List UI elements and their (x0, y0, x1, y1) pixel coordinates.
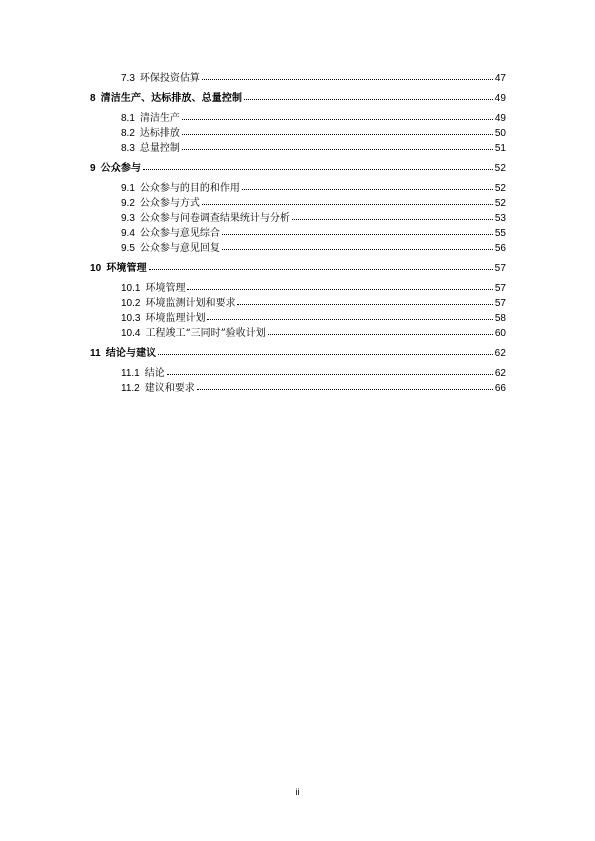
toc-entry-number: 8 (90, 93, 96, 104)
toc-entry-page: 49 (494, 113, 506, 124)
toc-entry-10-4[interactable] (121, 326, 506, 341)
toc-entry-9-5[interactable] (121, 241, 506, 256)
toc-dot-leader (187, 281, 492, 290)
toc-dot-leader (197, 381, 493, 390)
toc-entry-page: 57 (494, 298, 506, 309)
toc-entry-number: 7.3 (121, 73, 135, 84)
toc-entry-number: 10 (90, 263, 102, 274)
toc-entry-page: 57 (494, 283, 506, 294)
toc-dot-leader (158, 346, 492, 355)
toc-entry-8-1[interactable] (121, 111, 506, 126)
toc-entry-page: 53 (494, 213, 506, 224)
toc-entry-title: 公众参与 (100, 163, 142, 174)
toc-entry-7-3[interactable] (121, 71, 506, 86)
toc-entry-10-2[interactable] (121, 296, 506, 311)
toc-entry-number: 9 (90, 163, 96, 174)
toc-entry-title: 环境管理 (145, 283, 186, 294)
toc-entry-title: 环保投资估算 (139, 73, 200, 84)
toc-entry-8-3[interactable] (121, 141, 506, 156)
toc-entry-number: 9.5 (121, 243, 135, 254)
toc-entry-page: 52 (494, 183, 506, 194)
toc-entry-title: 公众参与方式 (139, 198, 200, 209)
toc-dot-leader (149, 261, 493, 270)
toc-entry-number: 9.1 (121, 183, 135, 194)
toc-entry-title: 总量控制 (139, 143, 180, 154)
toc-entry-number: 11.1 (121, 368, 140, 379)
toc-entry-title: 公众参与意见综合 (139, 228, 220, 239)
toc-entry-page: 51 (494, 143, 506, 154)
toc-entry-10-1[interactable] (121, 281, 506, 296)
toc-entry-number: 9.2 (121, 198, 135, 209)
toc-entry-title: 公众参与问卷调查结果统计与分析 (139, 213, 290, 224)
toc-dot-leader (207, 311, 492, 320)
toc-entry-page: 62 (494, 368, 506, 379)
toc-entry-page: 58 (494, 313, 506, 324)
toc-entry-title: 建议和要求 (144, 383, 195, 394)
toc-entry-10-3[interactable] (121, 311, 506, 326)
toc-entry-9-3[interactable] (121, 211, 506, 226)
toc-entry-11-2[interactable] (121, 381, 506, 396)
toc-entry-page: 50 (494, 128, 506, 139)
toc-entry-page: 66 (494, 383, 506, 394)
toc-entry-number: 10.2 (121, 298, 141, 309)
toc-entry-page: 52 (494, 198, 506, 209)
toc-dot-leader (222, 226, 493, 235)
toc-entry-page: 49 (494, 93, 506, 104)
toc-entry-9[interactable] (90, 161, 506, 176)
page-footer (0, 786, 595, 798)
toc-entry-number: 11 (90, 348, 101, 359)
toc-entry-page: 62 (494, 348, 506, 359)
toc-entry-title: 环境管理 (106, 263, 147, 274)
toc-dot-leader (268, 326, 493, 335)
toc-entry-title: 环境监理计划 (145, 313, 206, 324)
toc-dot-leader (167, 366, 493, 375)
toc-entry-number: 8.2 (121, 128, 135, 139)
toc-entry-title: 达标排放 (139, 128, 180, 139)
toc-entry-number: 9.4 (121, 228, 135, 239)
toc-dot-leader (202, 71, 493, 80)
toc-dot-leader (182, 111, 493, 120)
toc-dot-leader (237, 296, 492, 305)
toc-entry-10[interactable] (90, 261, 506, 276)
toc-entry-title: 清洁生产 (139, 113, 180, 124)
toc-entry-page: 47 (494, 73, 506, 84)
toc-entry-number: 8.3 (121, 143, 135, 154)
toc-dot-leader (292, 211, 493, 220)
toc-entry-page: 52 (494, 163, 506, 174)
toc-entry-11-1[interactable] (121, 366, 506, 381)
toc-dot-leader (222, 241, 493, 250)
page-number: ii (295, 787, 300, 797)
toc-dot-leader (244, 91, 493, 100)
toc-entry-8[interactable] (90, 91, 506, 106)
toc-entry-9-4[interactable] (121, 226, 506, 241)
toc-entry-page: 57 (494, 263, 506, 274)
toc-dot-leader (202, 196, 493, 205)
toc-entry-9-1[interactable] (121, 181, 506, 196)
toc-entry-number: 9.3 (121, 213, 135, 224)
toc-entry-page: 60 (494, 328, 506, 339)
toc-entry-number: 10.3 (121, 313, 141, 324)
toc-entry-title: 工程竣工“三同时”验收计划 (145, 328, 266, 339)
toc-entry-9-2[interactable] (121, 196, 506, 211)
toc-entry-number: 8.1 (121, 113, 135, 124)
toc-entry-number: 10.4 (121, 328, 141, 339)
toc-dot-leader (143, 161, 493, 170)
toc-entry-title: 公众参与的目的和作用 (139, 183, 240, 194)
toc-entry-title: 清洁生产、达标排放、总量控制 (100, 93, 243, 104)
toc-entry-title: 公众参与意见回复 (139, 243, 220, 254)
toc-dot-leader (182, 126, 493, 135)
toc-dot-leader (242, 181, 493, 190)
toc-dot-leader (182, 141, 493, 150)
toc-entry-page: 56 (494, 243, 506, 254)
toc-entry-number: 10.1 (121, 283, 141, 294)
toc-entry-page: 55 (494, 228, 506, 239)
toc-entry-title: 结论与建议 (105, 348, 157, 359)
toc-entry-8-2[interactable] (121, 126, 506, 141)
toc-entry-title: 环境监测计划和要求 (145, 298, 236, 309)
toc-entry-title: 结论 (144, 368, 165, 379)
toc-entry-11[interactable] (90, 346, 506, 361)
toc-entry-number: 11.2 (121, 383, 140, 394)
